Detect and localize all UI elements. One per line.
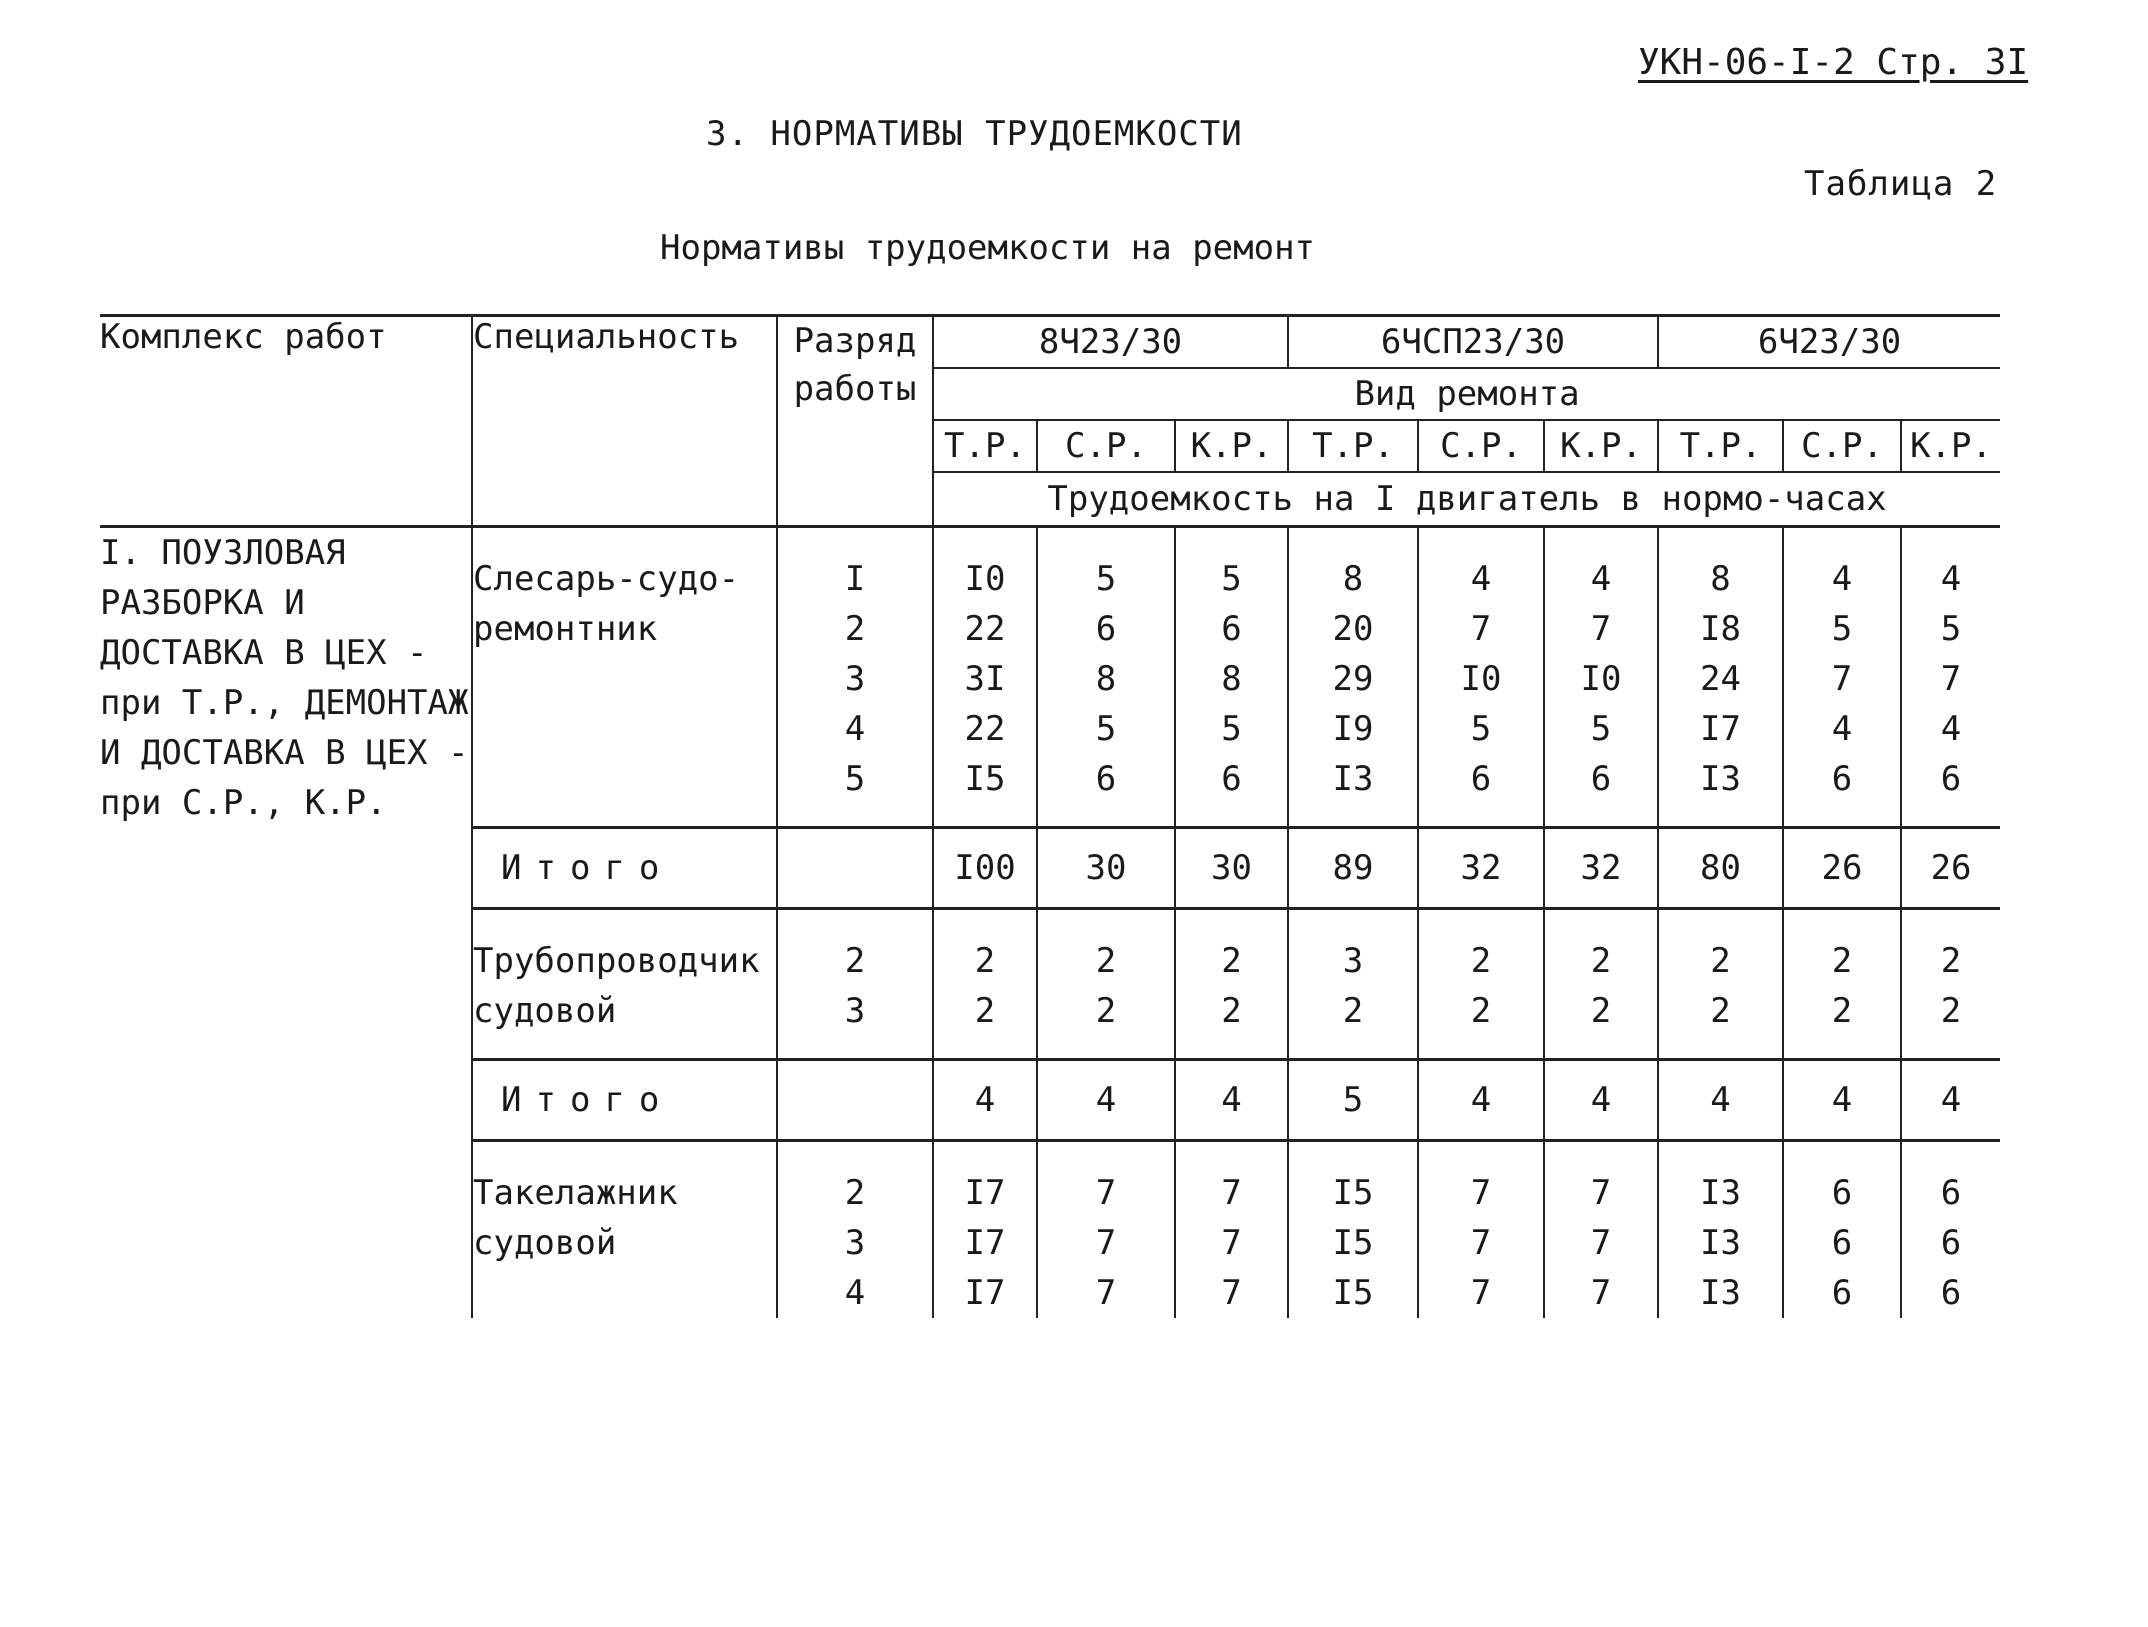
rank-cell <box>777 527 933 828</box>
cell-number: 2 <box>1590 941 1612 981</box>
cell-number: 22 <box>964 709 1006 749</box>
value-cell <box>1037 527 1175 828</box>
cell-number: 5 <box>1221 559 1242 599</box>
section-title: 3. НОРМАТИВЫ ТРУДОЕМКОСТИ <box>706 114 1243 154</box>
cell-number: 2 <box>1710 991 1731 1031</box>
cell-number: I3 <box>1332 759 1374 799</box>
header-engine-1: 8Ч23/30 <box>933 316 1288 369</box>
specialty-name: Такелажник судовой <box>472 1141 777 1319</box>
cell-number: I0 <box>1580 659 1622 699</box>
table-caption: Нормативы трудоемкости на ремонт <box>660 228 1316 268</box>
value-cell <box>933 909 1037 1060</box>
cell-number: 5 <box>1095 709 1117 749</box>
cell-number: 7 <box>1221 1173 1242 1213</box>
cell-number: I7 <box>964 1173 1006 1213</box>
header-work-rank-line1: Разряд <box>793 321 917 361</box>
cell-number: I3 <box>1700 759 1741 799</box>
cell-number: 2 <box>974 941 996 981</box>
cell-number: 2 <box>844 609 866 649</box>
cell-number: 2 <box>1221 991 1242 1031</box>
total-label: Итого <box>472 828 777 909</box>
cell-number: 2 <box>1831 991 1853 1031</box>
cell-number: I8 <box>1700 609 1741 649</box>
cell-number: 20 <box>1332 609 1374 649</box>
value-cell <box>1544 527 1658 828</box>
cell-number: I5 <box>1332 1223 1374 1263</box>
cell-number: I3 <box>1700 1173 1741 1213</box>
cell-number: I5 <box>1332 1173 1374 1213</box>
rank-cell <box>777 828 933 909</box>
cell-number: 2 <box>1095 941 1117 981</box>
total-value: 26 <box>1783 828 1901 909</box>
total-value: 32 <box>1418 828 1544 909</box>
total-value: 4 <box>933 1060 1037 1141</box>
cell-number: I9 <box>1332 709 1374 749</box>
cell-number: 7 <box>1095 1273 1117 1313</box>
header-repair-type: Вид ремонта <box>933 368 2000 420</box>
cell-number: 4 <box>844 1273 866 1313</box>
header-engine-3: 6Ч23/30 <box>1658 316 2000 369</box>
header-repair-sr: С.Р. <box>1418 420 1544 472</box>
cell-number: 7 <box>1590 609 1612 649</box>
cell-number: 7 <box>1095 1223 1117 1263</box>
cell-number: 6 <box>1831 1273 1853 1313</box>
work-complex-description: I. ПОУЗЛОВАЯ РАЗБОРКА И ДОСТАВКА В ЦЕХ - при Т.Р., ДЕМОНТАЖ И ДОСТАВКА В ЦЕХ - при С.Р., К.Р. <box>100 533 469 823</box>
value-cell <box>1175 527 1288 828</box>
value-cell <box>933 527 1037 828</box>
cell-number: 6 <box>1940 759 1962 799</box>
header-repair-kr: К.Р. <box>1175 420 1288 472</box>
cell-number: 7 <box>1221 1273 1242 1313</box>
cell-number: 3 <box>844 991 866 1031</box>
value-cell <box>1544 1141 1658 1319</box>
specialty-name: Слесарь-судо- ремонтник <box>472 527 777 828</box>
value-cell <box>1175 909 1288 1060</box>
value-cell <box>1658 909 1783 1060</box>
cell-number: 6 <box>1470 759 1492 799</box>
total-value: 4 <box>1175 1060 1288 1141</box>
document-code: УКН-06-I-2 Стр. 3I <box>1638 42 2029 83</box>
cell-number: 8 <box>1342 559 1364 599</box>
rank-cell <box>777 909 933 1060</box>
cell-number: 7 <box>1470 1173 1492 1213</box>
cell-number: 2 <box>1470 991 1492 1031</box>
cell-number: 6 <box>1095 609 1117 649</box>
cell-number: I7 <box>1700 709 1741 749</box>
value-cell <box>1418 527 1544 828</box>
rank-cell <box>777 1141 933 1319</box>
cell-number: 2 <box>1590 991 1612 1031</box>
cell-number: 2 <box>1710 941 1731 981</box>
cell-number: 4 <box>1831 559 1853 599</box>
header-labor-unit: Трудоемкость на I двигатель в нормо-часах <box>933 472 2000 527</box>
value-cell <box>1901 1141 2000 1319</box>
value-cell <box>933 1141 1037 1319</box>
cell-number: 2 <box>844 941 866 981</box>
value-cell <box>1783 909 1901 1060</box>
cell-number: 5 <box>1095 559 1117 599</box>
cell-number: 6 <box>1221 609 1242 649</box>
header-repair-kr: К.Р. <box>1544 420 1658 472</box>
value-cell <box>1288 1141 1418 1319</box>
header-repair-sr: С.Р. <box>1037 420 1175 472</box>
total-label: Итого <box>472 1060 777 1141</box>
cell-number: 5 <box>1590 709 1612 749</box>
value-cell <box>1175 1141 1288 1319</box>
value-cell <box>1783 527 1901 828</box>
cell-number: 29 <box>1332 659 1374 699</box>
value-cell <box>1658 1141 1783 1319</box>
total-value: 4 <box>1783 1060 1901 1141</box>
value-cell <box>1288 909 1418 1060</box>
value-cell <box>1901 909 2000 1060</box>
cell-number: 2 <box>1940 941 1962 981</box>
cell-number: 7 <box>1470 1273 1492 1313</box>
cell-number: 3I <box>964 659 1006 699</box>
cell-number: 3 <box>844 1223 866 1263</box>
cell-number: 2 <box>1940 991 1962 1031</box>
cell-number: I7 <box>964 1223 1006 1263</box>
total-value: 4 <box>1544 1060 1658 1141</box>
cell-number: 5 <box>1940 609 1962 649</box>
cell-number: 4 <box>1590 559 1612 599</box>
header-repair-tr: Т.Р. <box>1288 420 1418 472</box>
cell-number: 2 <box>1831 941 1853 981</box>
cell-number: 2 <box>1342 991 1364 1031</box>
cell-number: 7 <box>1831 659 1853 699</box>
cell-number: 5 <box>1470 709 1492 749</box>
value-cell <box>1288 527 1418 828</box>
total-value: 30 <box>1037 828 1175 909</box>
specialty-name: Трубопроводчик судовой <box>472 909 777 1060</box>
cell-number: 6 <box>1940 1223 1962 1263</box>
total-value: 32 <box>1544 828 1658 909</box>
cell-number: 3 <box>844 659 866 699</box>
cell-number: 4 <box>1470 559 1492 599</box>
cell-number: I5 <box>1332 1273 1374 1313</box>
total-value: 4 <box>1037 1060 1175 1141</box>
cell-number: I5 <box>964 759 1006 799</box>
header-repair-tr: Т.Р. <box>1658 420 1783 472</box>
cell-number: 8 <box>1095 659 1117 699</box>
header-engine-2: 6ЧСП23/30 <box>1288 316 1658 369</box>
value-cell <box>1544 909 1658 1060</box>
value-cell <box>1418 1141 1544 1319</box>
header-work-rank-line2: работы <box>793 369 917 409</box>
header-specialty: Специальность <box>472 316 777 527</box>
cell-number: I3 <box>1700 1223 1741 1263</box>
header-work-rank <box>777 316 933 527</box>
cell-number: 5 <box>1831 609 1853 649</box>
rank-cell <box>777 1060 933 1141</box>
value-cell <box>1901 527 2000 828</box>
header-repair-sr: С.Р. <box>1783 420 1901 472</box>
cell-number: I0 <box>1460 659 1502 699</box>
total-value: 26 <box>1901 828 2000 909</box>
cell-number: 7 <box>1470 1223 1492 1263</box>
cell-number: 6 <box>1831 1173 1853 1213</box>
total-value: 80 <box>1658 828 1783 909</box>
cell-number: 2 <box>1095 991 1117 1031</box>
cell-number: 22 <box>964 609 1006 649</box>
cell-number: 2 <box>844 1173 866 1213</box>
cell-number: 5 <box>1221 709 1242 749</box>
value-cell <box>1037 909 1175 1060</box>
total-value: 89 <box>1288 828 1418 909</box>
cell-number: 7 <box>1590 1173 1612 1213</box>
total-value: I00 <box>933 828 1037 909</box>
cell-number: 4 <box>1831 709 1853 749</box>
cell-number: 6 <box>1095 759 1117 799</box>
cell-number: 7 <box>1940 659 1962 699</box>
cell-number: 4 <box>1940 709 1962 749</box>
header-work-complex: Комплекс работ <box>100 316 472 527</box>
cell-number: 2 <box>1221 941 1242 981</box>
cell-number: 7 <box>1590 1223 1612 1263</box>
cell-number: I3 <box>1700 1273 1741 1313</box>
cell-number: I <box>844 559 866 599</box>
cell-number: I7 <box>964 1273 1006 1313</box>
cell-number: 24 <box>1700 659 1741 699</box>
cell-number: I0 <box>964 559 1006 599</box>
total-value: 5 <box>1288 1060 1418 1141</box>
cell-number: 5 <box>844 759 866 799</box>
cell-number: 7 <box>1470 609 1492 649</box>
cell-number: 7 <box>1590 1273 1612 1313</box>
cell-number: 7 <box>1221 1223 1242 1263</box>
cell-number: 2 <box>1470 941 1492 981</box>
cell-number: 6 <box>1940 1173 1962 1213</box>
labor-norms-table <box>100 314 2000 1318</box>
header-repair-kr: К.Р. <box>1901 420 2000 472</box>
cell-number: 2 <box>974 991 996 1031</box>
value-cell <box>1418 909 1544 1060</box>
cell-number: 6 <box>1590 759 1612 799</box>
cell-number: 8 <box>1710 559 1731 599</box>
total-value: 30 <box>1175 828 1288 909</box>
header-repair-tr: Т.Р. <box>933 420 1037 472</box>
table-number-label: Таблица 2 <box>1804 164 1998 204</box>
cell-number: 6 <box>1831 759 1853 799</box>
cell-number: 7 <box>1095 1173 1117 1213</box>
cell-number: 3 <box>1342 941 1364 981</box>
cell-number: 4 <box>844 709 866 749</box>
total-value: 4 <box>1901 1060 2000 1141</box>
value-cell <box>1658 527 1783 828</box>
total-value: 4 <box>1658 1060 1783 1141</box>
cell-number: 8 <box>1221 659 1242 699</box>
cell-number: 4 <box>1940 559 1962 599</box>
total-value: 4 <box>1418 1060 1544 1141</box>
cell-number: 6 <box>1831 1223 1853 1263</box>
cell-number: 6 <box>1221 759 1242 799</box>
value-cell <box>1037 1141 1175 1319</box>
cell-number: 6 <box>1940 1273 1962 1313</box>
value-cell <box>1783 1141 1901 1319</box>
